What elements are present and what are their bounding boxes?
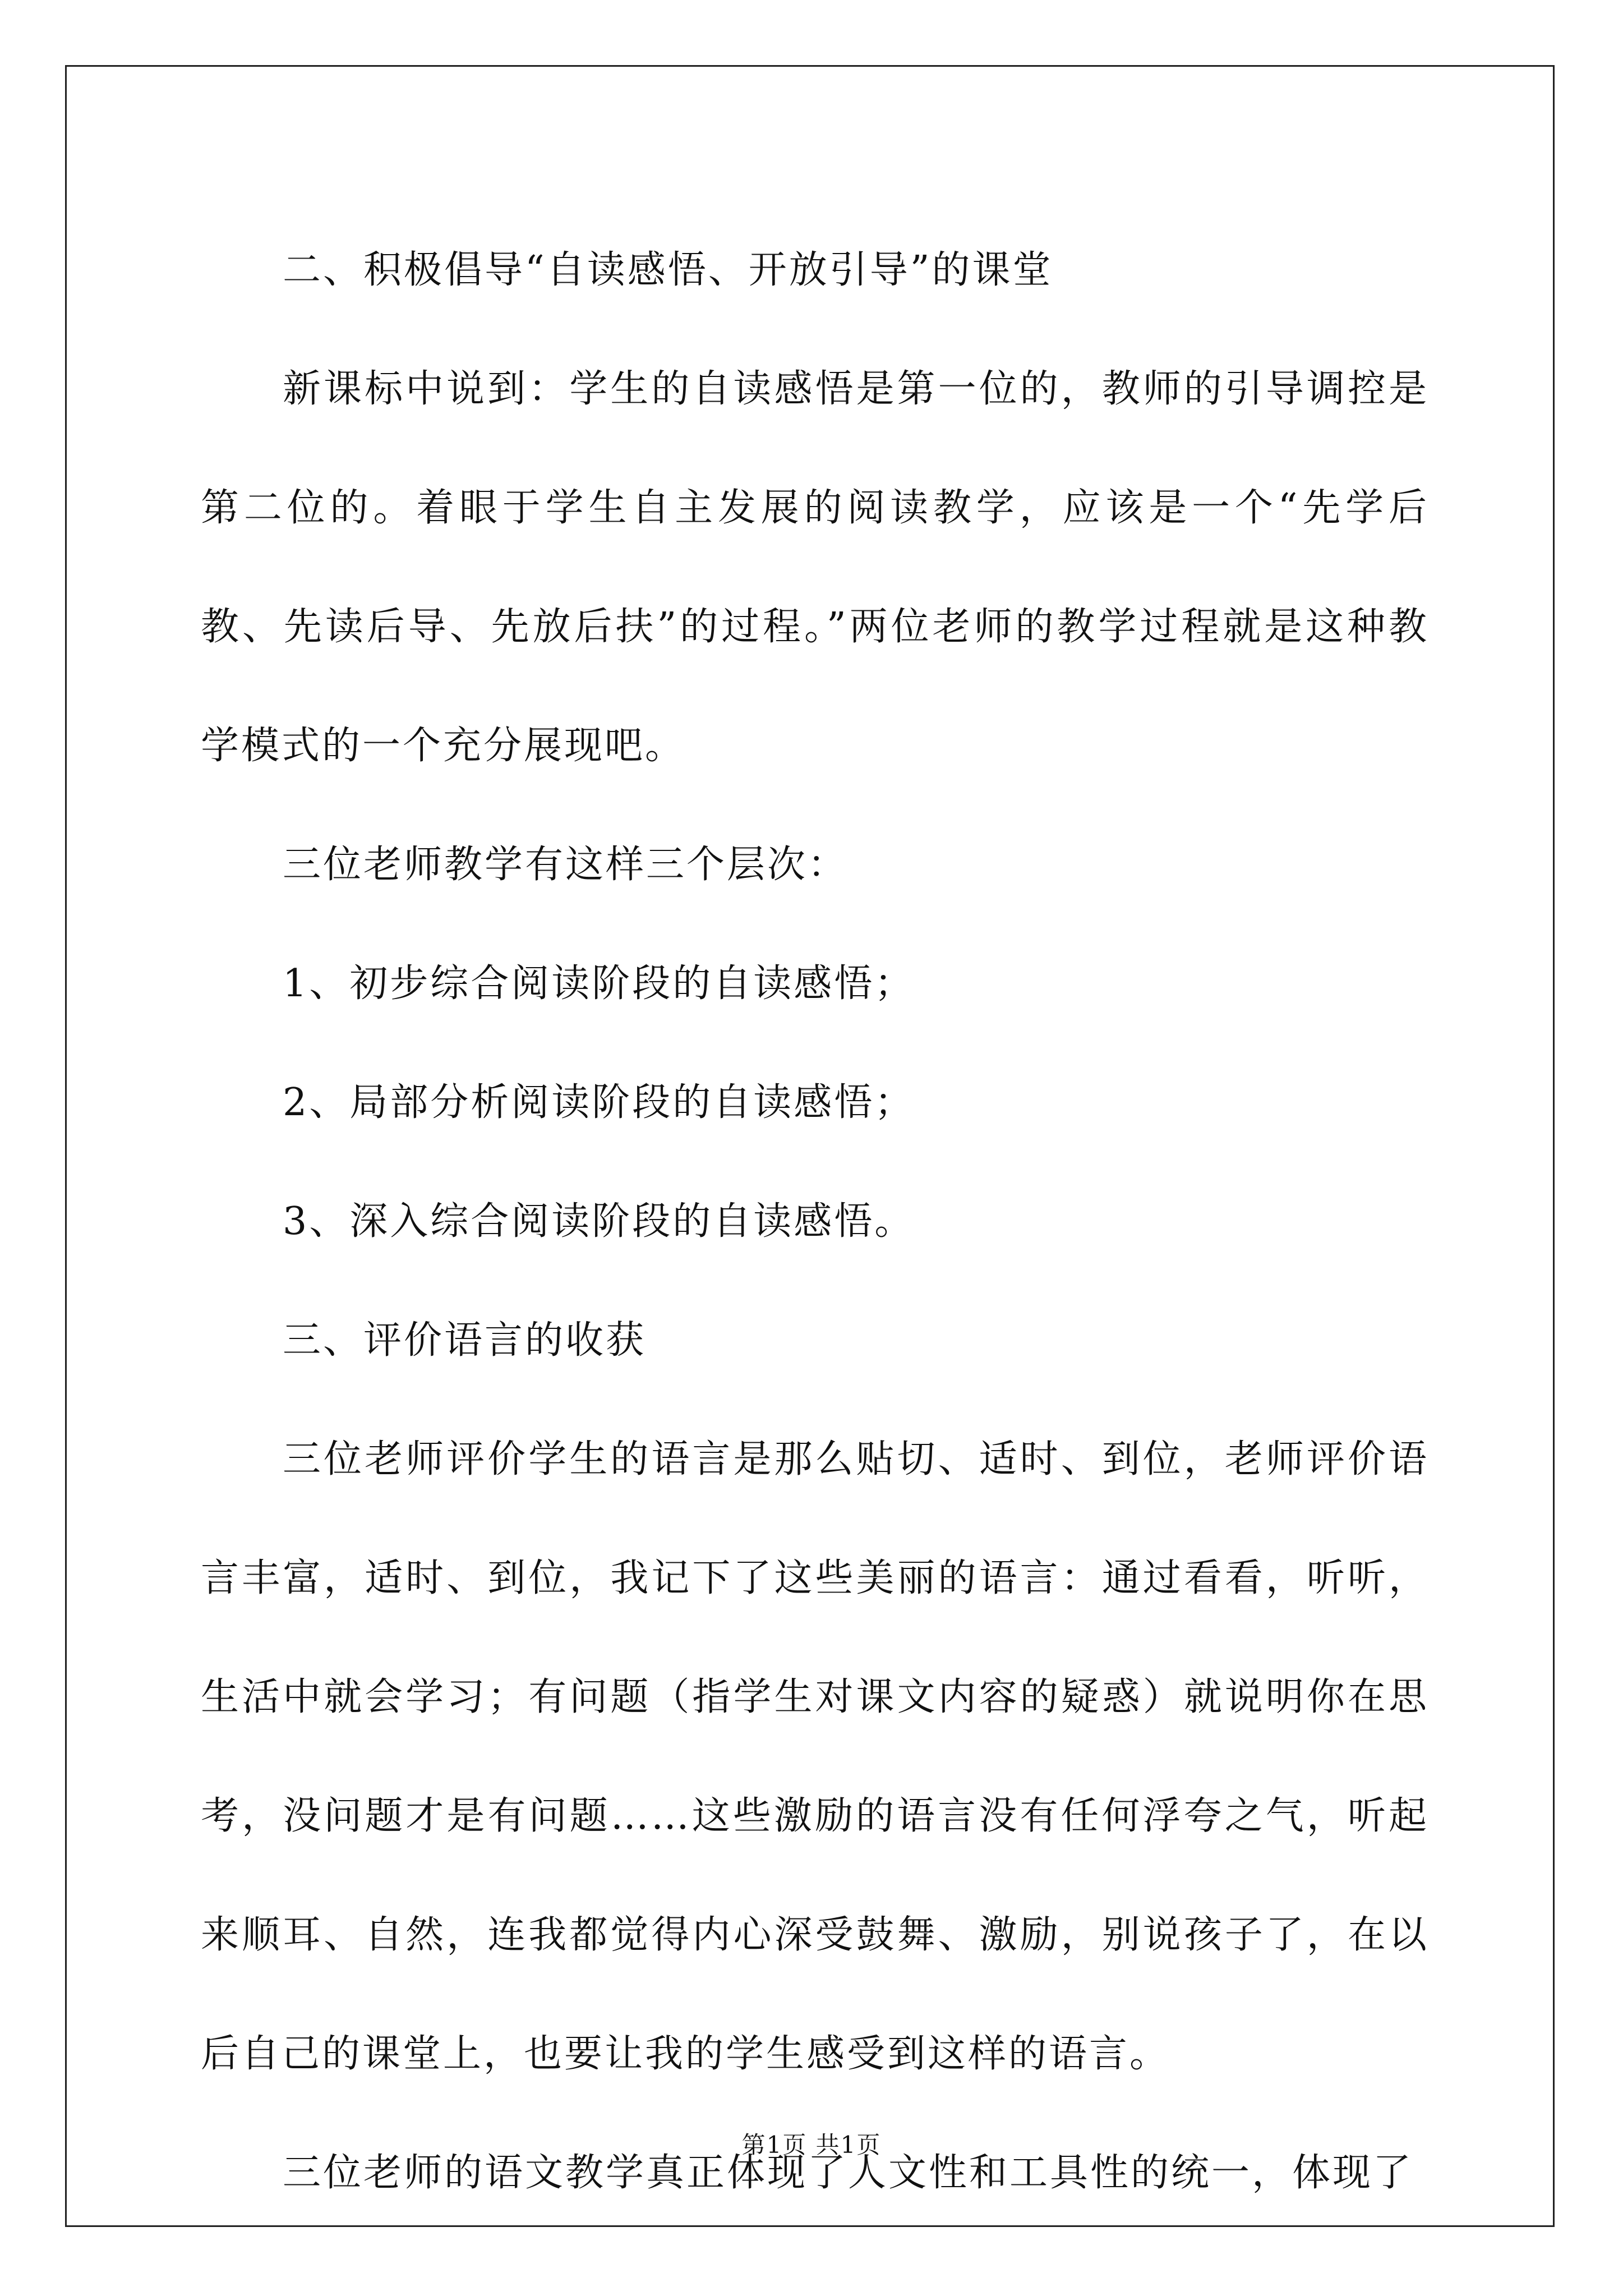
page-footer: 第1页 共1页 [741,2131,882,2159]
heading-section-2: 二、积极倡导“自读感悟、开放引导”的课堂 [283,248,1053,292]
paragraph-three-levels: 三位老师教学有这样三个层次： [283,843,849,887]
list-item-2: 2、局部分析阅读阶段的自读感悟； [283,1080,915,1125]
list-item-1: 1、初步综合阅读阶段的自读感悟； [283,961,915,1006]
heading-section-3: 三、评价语言的收获 [283,1318,647,1363]
document-body [201,211,1429,2233]
list-item-3: 3、深入综合阅读阶段的自读感悟。 [283,1199,915,1244]
paragraph-conclusion: 三位老师的语文教学真正体现了人文性和工具性的统一，体现了 [283,2151,1414,2195]
paragraph-evaluation-language: 三位老师评价学生的语言是那么贴切、适时、到位，老师评价语言丰富，适时、到位，我记下了这些美丽的语言：通过看看，听听，生活中就会学习；有问题（指学生对课文内容的疑惑）就说明你在思考，没问题才是有问题……这些激励的语言没有任何浮夸之气，听起来顺耳、自然，连我都觉得内心深受鼓舞、激励，别说孩子了，在以后自己的课堂上，也要让我的学生感受到这样的语言。 [201,1437,1429,2076]
paragraph-new-curriculum: 新课标中说到：学生的自读感悟是第一位的，教师的引导调控是第二位的。着眼于学生自主发展的阅读教学，应该是一个“先学后教、先读后导、先放后扶”的过程。”两位老师的教学过程就是这种教学模式的一个充分展现吧。 [201,367,1429,768]
